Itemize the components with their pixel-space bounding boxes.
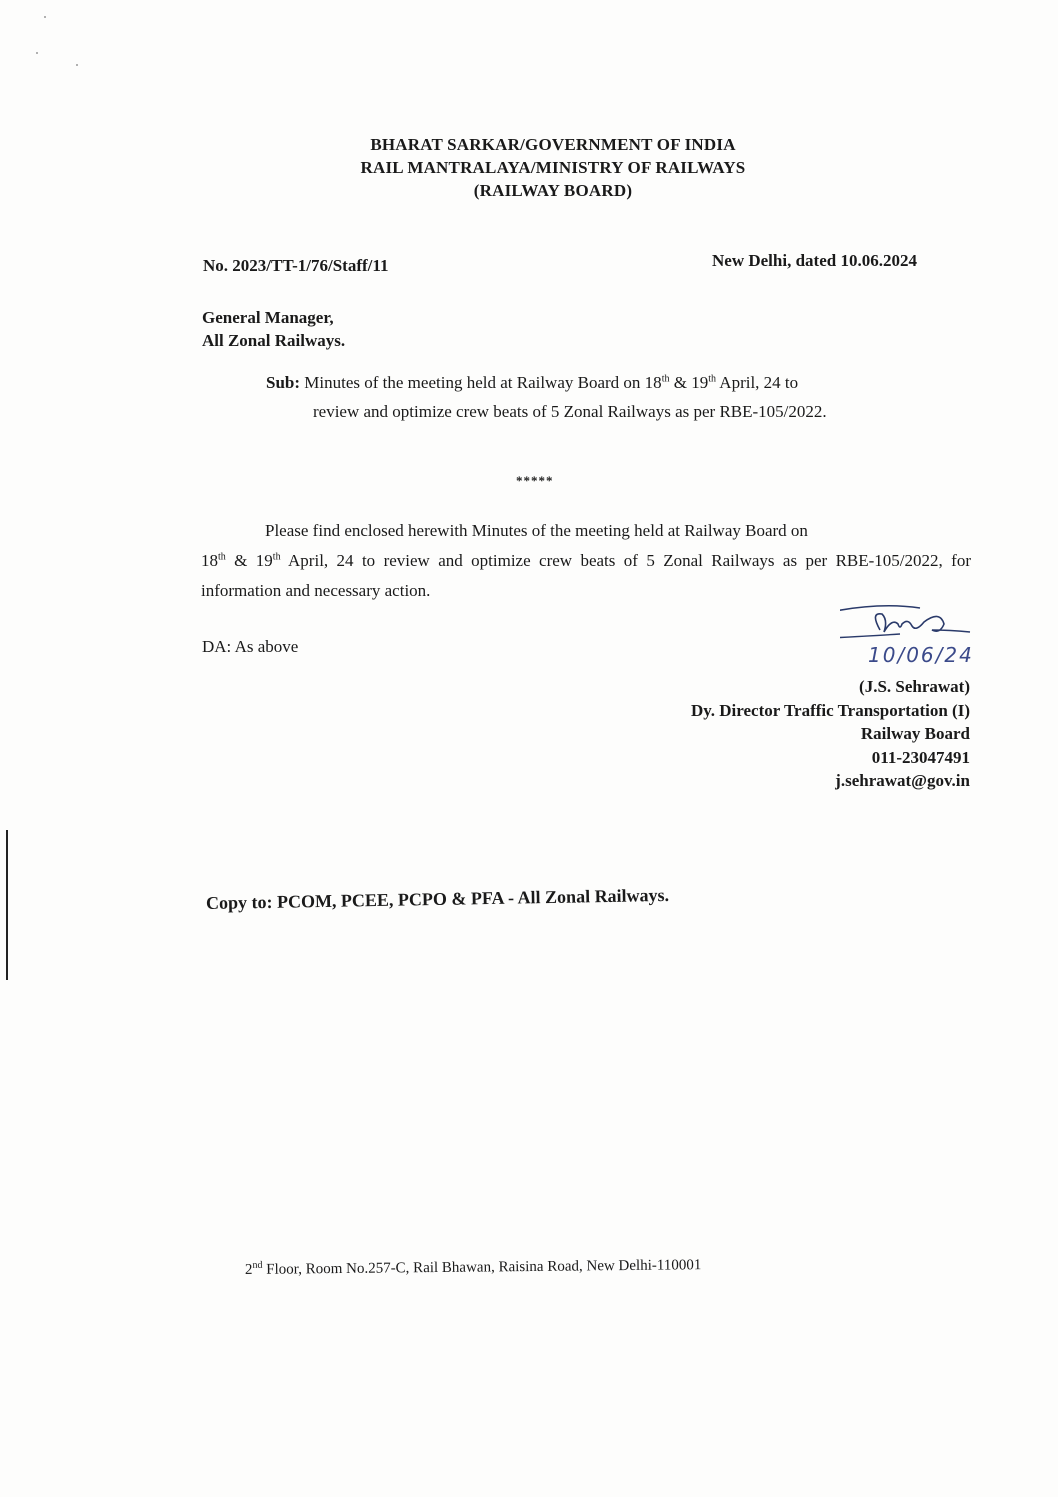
footer-address-text: Floor, Room No.257-C, Rail Bhawan, Raisina Road, New Delhi-110001 [262, 1257, 702, 1278]
scan-speck [44, 16, 46, 18]
letterhead-line-1: BHARAT SARKAR/GOVERNMENT OF INDIA [370, 135, 736, 154]
body-sup-2: th [272, 551, 281, 563]
scan-speck [36, 52, 38, 54]
separator-stars: ***** [516, 473, 554, 488]
footer-floor-sup: nd [252, 1259, 263, 1271]
letterhead-line-2: RAIL MANTRALAYA/MINISTRY OF RAILWAYS [360, 158, 746, 177]
signer-office: Railway Board [860, 724, 970, 743]
subject-sup-1: th [661, 373, 670, 385]
subject-text-b: & 19 [669, 373, 709, 392]
body-rest: April, 24 to review and optimize crew beats of 5 Zonal Railways as per RBE-105/2022, for information and necessary action. [201, 551, 971, 600]
reference-number: No. 2023/TT-1/76/Staff/11 [203, 256, 389, 275]
signer-block [691, 675, 970, 793]
subject [266, 368, 956, 426]
addressee [202, 306, 345, 352]
subject-line-2: review and optimize crew beats of 5 Zonal Railways as per RBE-105/2022. [313, 402, 827, 421]
subject-line-1 [266, 368, 956, 397]
footer-address [245, 1257, 701, 1279]
subject-text-a: Minutes of the meeting held at Railway Board on 18 [300, 373, 662, 392]
body-line-2 [201, 546, 971, 606]
body-paragraph [201, 516, 971, 606]
body-line-1: Please find enclosed herewith Minutes of the meeting held at Railway Board on [265, 521, 808, 540]
letterhead-line-3: (RAILWAY BOARD) [473, 181, 633, 200]
body-amp: & 19 [225, 551, 273, 570]
footer-floor-num: 2 [244, 1261, 253, 1278]
addressee-line-1: General Manager, [202, 308, 334, 327]
handwritten-date: 10/06/24 [868, 643, 974, 667]
addressee-line-2: All Zonal Railways. [202, 331, 346, 350]
copy-to: Copy to: PCOM, PCEE, PCPO & PFA - All Zonal Railways. [205, 884, 670, 913]
subject-text-c: April, 24 to [715, 373, 799, 392]
signer-phone: 011-23047491 [871, 747, 970, 767]
subject-label: Sub: [266, 373, 301, 392]
scan-margin-line [6, 830, 8, 980]
letterhead [0, 133, 1058, 202]
body-day-1: 18 [201, 551, 218, 570]
scan-speck [76, 64, 78, 66]
body-sup-1: th [218, 551, 226, 563]
subject-sup-2: th [708, 373, 716, 385]
signer-email: j.sehrawat@gov.in [835, 771, 970, 790]
enclosure-note: DA: As above [202, 637, 299, 656]
signer-name: (J.S. Sehrawat) [859, 677, 970, 696]
handwritten-signature [840, 600, 1020, 670]
signer-designation: Dy. Director Traffic Transportation (I) [690, 700, 970, 720]
reference-date: New Delhi, dated 10.06.2024 [712, 251, 917, 270]
